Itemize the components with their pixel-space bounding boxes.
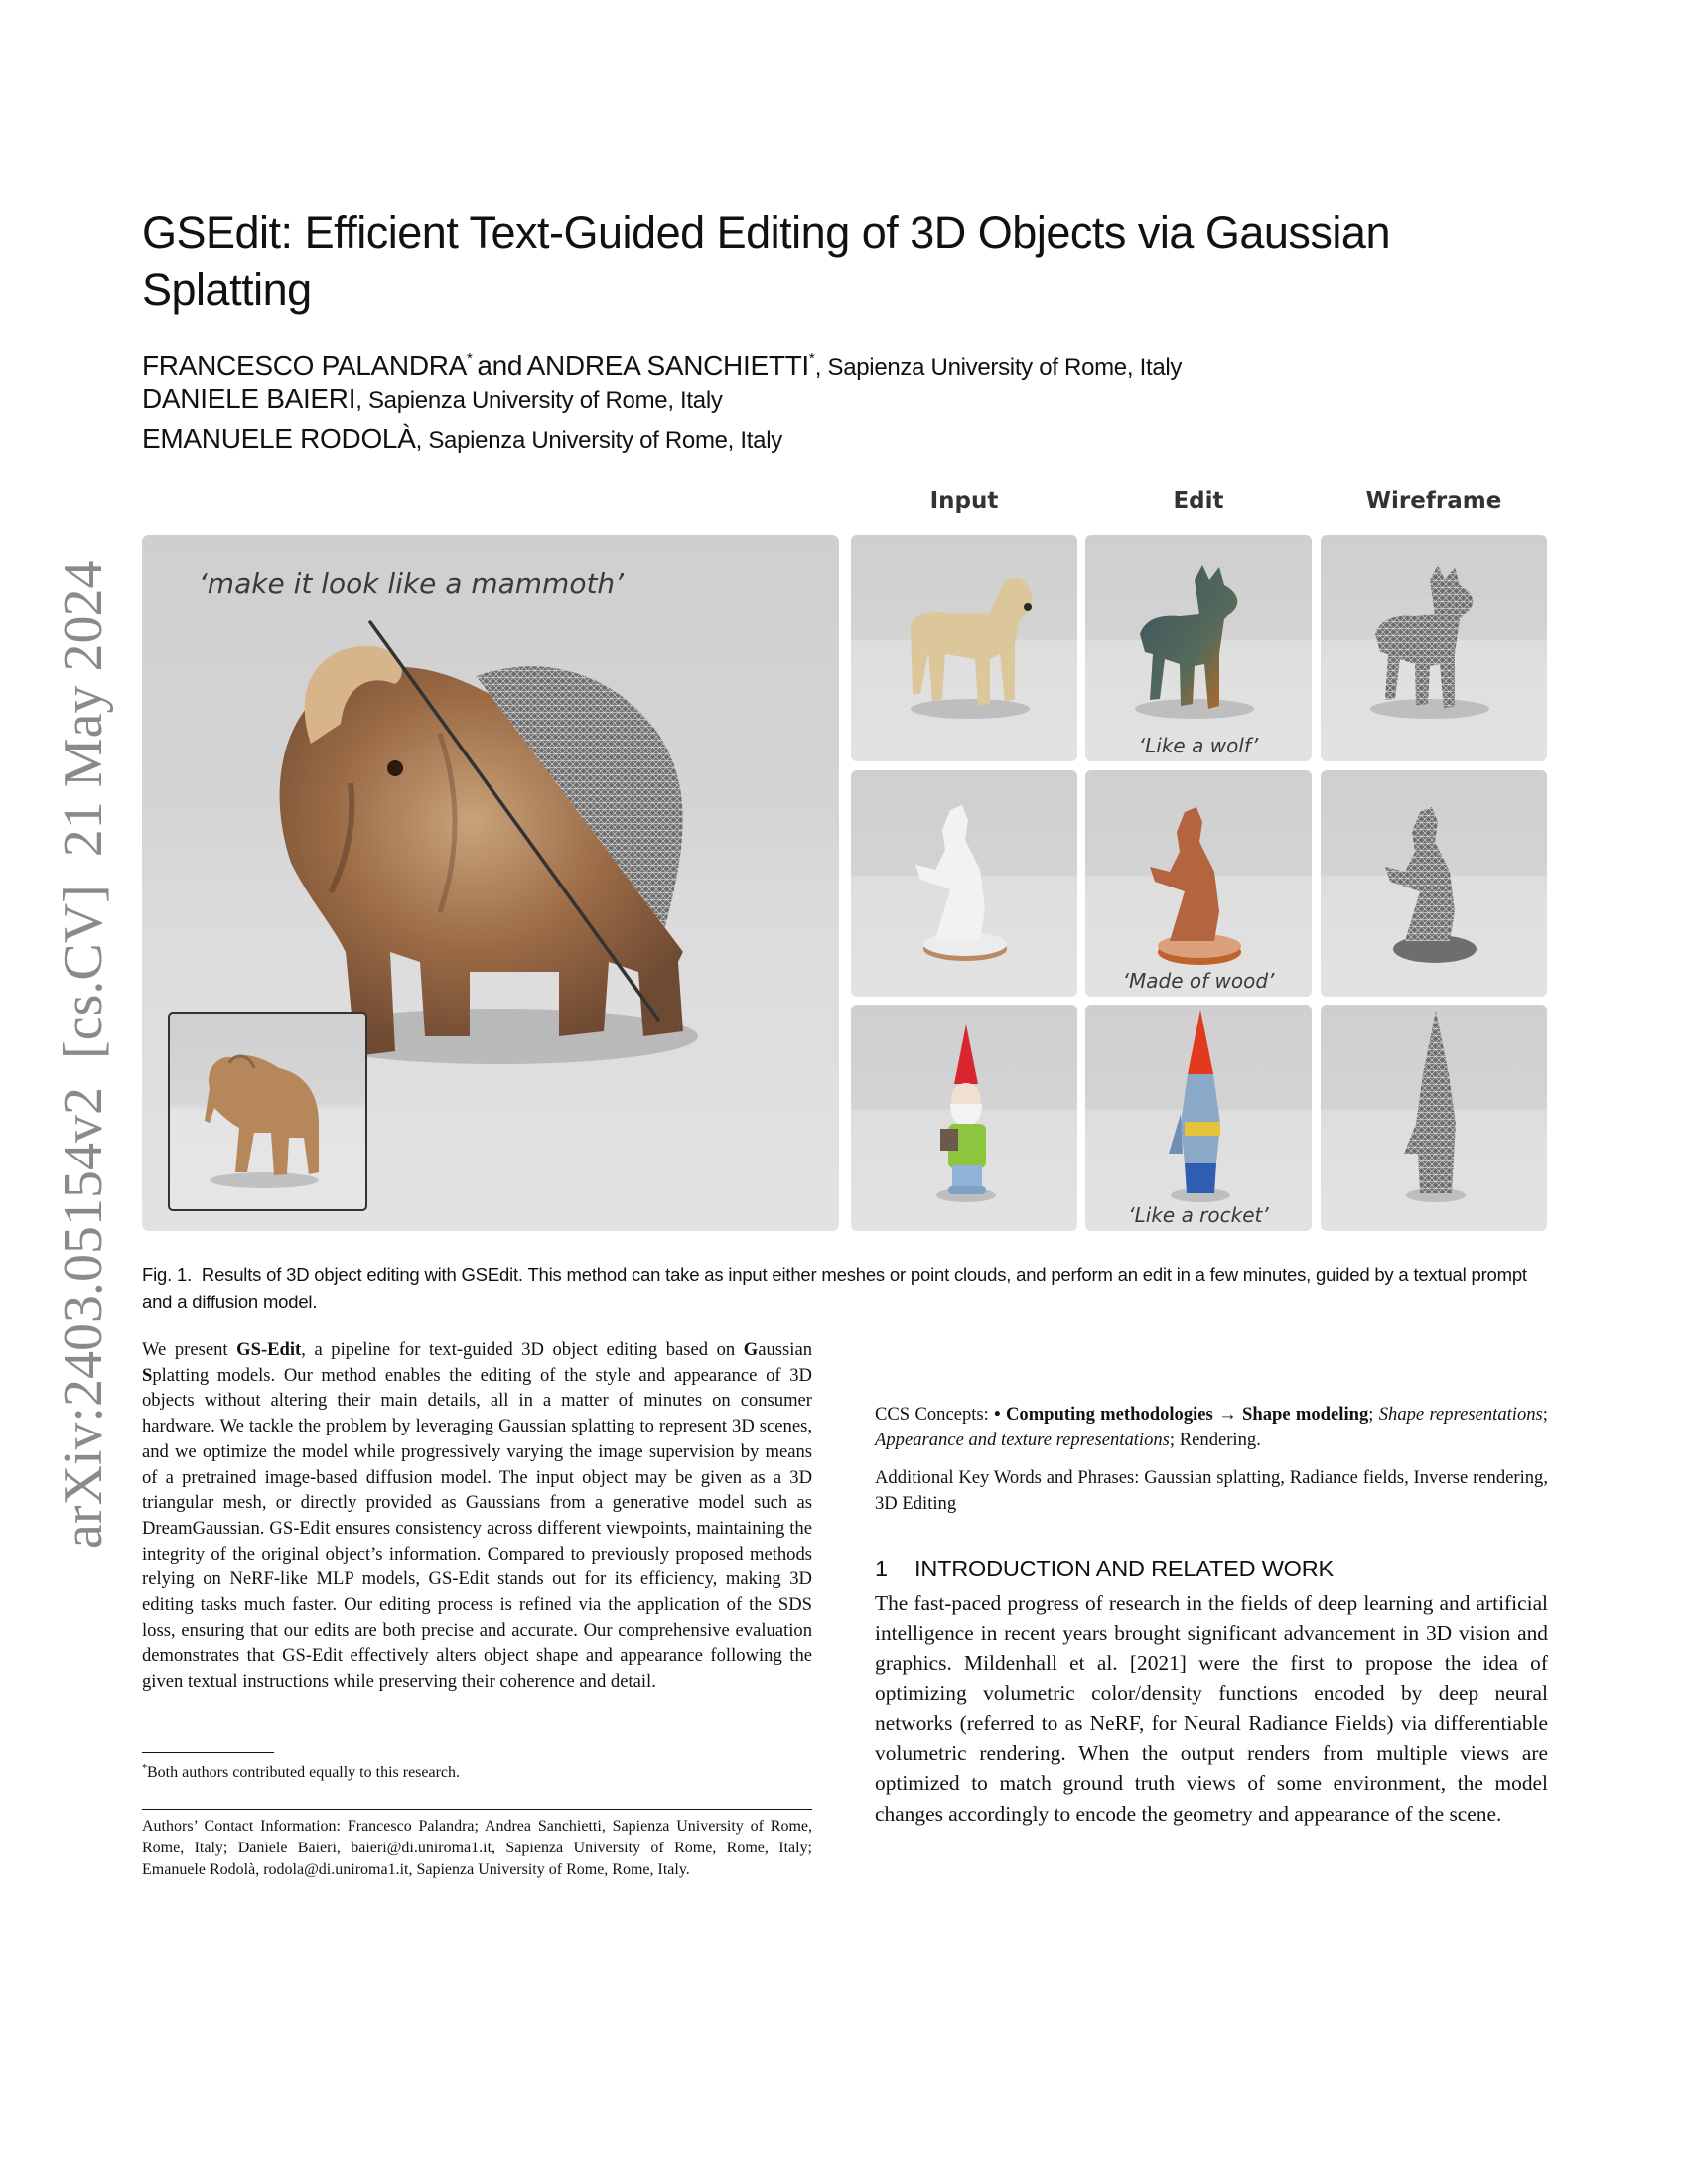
grid-cell-rocket-edit <box>1085 1005 1312 1231</box>
figure-caption-text: Results of 3D object editing with GSEdit. This method can take as input either meshes or point clouds, and perform an edit in a few minutes, guided by a textual prompt and a diffusion model. <box>142 1264 1527 1312</box>
arxiv-identifier-stamp: arXiv:2403.05154v2 [cs.CV] 21 May 2024 <box>53 560 114 1549</box>
grid-cell-gnome-input <box>851 1005 1077 1231</box>
ccs-concepts <box>875 1402 1548 1452</box>
author-affiliation: , Sapienza University of Rome, Italy <box>814 354 1183 381</box>
abstract-text: platting models. Our method enables the editing of the style and appearance of 3D objects without altering their main details, all in a matter of minutes on consumer hardware. We tackle the problem by leveraging Gaussian splatting to represent 3D scenes, and we optimize the model while progressively varying the image supervision by means of a pretrained image-based diffusion model. The input object may be given as a 3D triangular mesh, or directly provided as Gaussians from a generative model such as DreamGaussian. GS-Edit ensures consistency across different viewpoints, maintaining the integrity of the original object’s information. Compared to previously proposed methods relying on NeRF-like MLP models, GS-Edit stands out for its efficiency, making 3D editing tasks much faster. Our editing process is refined via the application of the SDS loss, ensuring that our edits are both precise and accurate. Our comprehensive evaluation demonstrates that GS-Edit effectively alters object shape and appearance following the given textual instructions while preserving their coherence and detail. <box>142 1364 812 1693</box>
abstract-continuation <box>875 1337 1548 1389</box>
author-name: FRANCESCO PALANDRA <box>142 350 468 381</box>
ccs-bullet: • <box>994 1404 1006 1425</box>
ccs-label: CCS Concepts: <box>875 1404 995 1425</box>
footnote-text: Both authors contributed equally to this research. <box>147 1764 461 1781</box>
author-affiliation: , Sapienza University of Rome, Italy <box>415 427 782 454</box>
introduction-paragraph: The fast-paced progress of research in the fields of deep learning and artificial intelligence in recent years brought significant advancement in 3D vision and graphics. Mildenhall et al. [2021] were the first to propose the idea of optimizing volumetric color/density functions encoded by deep neural networks (referred to as NeRF, for Neural Radiance Fields) via differentiable volumetric rendering. When the output renders from multiple views are optimized to match ground truth views of some environment, the model changes accordingly to encode the geometry and appearance of the scene. <box>875 1590 1548 1826</box>
column-header-edit: Edit <box>1173 488 1224 514</box>
wood-prompt: ‘Made of wood’ <box>1122 969 1275 993</box>
horse-wireframe-image <box>1321 770 1547 997</box>
wolf-prompt: ‘Like a wolf’ <box>1138 734 1259 757</box>
method-name: GS-Edit <box>236 1339 302 1360</box>
rocket-prompt: ‘Like a rocket’ <box>1128 1203 1269 1227</box>
horse-input-image <box>851 770 1077 997</box>
grid-cell-horse-input <box>851 770 1077 997</box>
ccs-category: Computing methodologies <box>1005 1404 1213 1425</box>
figure-label: Fig. 1. <box>142 1264 193 1285</box>
section-number: 1 <box>875 1555 888 1581</box>
author-name: EMANUELE RODOLÀ <box>142 423 416 454</box>
abstract-text: aussian <box>758 1339 812 1360</box>
original-elephant-inset <box>168 1012 367 1211</box>
abstract-text: , a pipeline for text-guided 3D object editing based on <box>301 1339 744 1360</box>
ccs-arrow: → <box>1212 1404 1243 1425</box>
mammoth-edit-panel <box>142 535 839 1231</box>
grid-cell-horse-wireframe <box>1321 770 1547 997</box>
original-elephant-image <box>170 1014 365 1209</box>
author-name: DANIELE BAIERI <box>142 383 356 414</box>
wolf-wireframe-image <box>1321 535 1547 761</box>
grid-cell-dog-input <box>851 535 1077 761</box>
rocket-edit-image <box>1085 1005 1312 1231</box>
grid-cell-rocket-wireframe <box>1321 1005 1547 1231</box>
figure-1 <box>142 482 1547 1233</box>
horse-edit-image <box>1085 770 1312 997</box>
ccs-term: Shape representations <box>1378 1404 1543 1425</box>
dog-input-image <box>851 535 1077 761</box>
grid-cell-wolf-wireframe <box>1321 535 1547 761</box>
author-contact-info: Authors’ Contact Information: Francesco Palandra; Andrea Sanchietti, Sapienza University of Rome, Rome, Italy; Daniele Baieri, baieri@di.uniroma1.it, Sapienza University of Rome, Rome, Italy; Emanuele Rodolà, rodola@di.uniroma1.it, Sapienza University of Rome, Rome, Italy. <box>142 1818 812 1878</box>
ccs-separator: ; <box>1368 1404 1379 1425</box>
section-title: INTRODUCTION AND RELATED WORK <box>914 1555 1335 1581</box>
contact-rule <box>142 1809 812 1810</box>
abstract-text: We present <box>142 1339 237 1360</box>
figure-caption <box>142 1261 1547 1316</box>
equal-contribution-footnote <box>142 1758 460 1784</box>
paper-title: GSEdit: Efficient Text-Guided Editing of 3D Objects via Gaussian Splatting <box>142 207 1390 315</box>
gnome-input-image <box>851 1005 1077 1231</box>
footnote-rule <box>142 1752 274 1753</box>
acronym-letter: G <box>743 1339 759 1360</box>
author-name: ANDREA SANCHIETTI <box>526 350 809 381</box>
rocket-wireframe-image <box>1321 1005 1547 1231</box>
wolf-edit-image <box>1085 535 1312 761</box>
ccs-subcategory: Shape modeling <box>1242 1404 1369 1425</box>
footnote-mark: * <box>142 1763 147 1774</box>
abstract-paragraph <box>142 1337 812 1750</box>
column-header-input: Input <box>929 488 999 514</box>
abstract-left-column <box>142 1337 812 1750</box>
author-joiner: and <box>477 350 523 381</box>
column-header-wireframe: Wireframe <box>1365 488 1502 514</box>
ccs-separator: ; <box>1542 1404 1548 1425</box>
section-heading <box>875 1557 1548 1582</box>
equal-contribution-mark: * <box>467 350 473 367</box>
keywords: Additional Key Words and Phrases: Gaussian splatting, Radiance fields, Inverse rendering, 3D Editing <box>875 1467 1548 1515</box>
ccs-term: Appearance and texture representations <box>875 1429 1170 1450</box>
grid-cell-wolf-edit <box>1085 535 1312 761</box>
acronym-letter: S <box>142 1364 153 1386</box>
author-affiliation: , Sapienza University of Rome, Italy <box>355 387 723 414</box>
right-column <box>875 1337 1548 1829</box>
author-line <box>142 379 1182 419</box>
equal-contribution-mark: * <box>808 350 815 367</box>
grid-cell-horse-edit <box>1085 770 1312 997</box>
ccs-term: ; Rendering. <box>1169 1429 1261 1450</box>
author-block <box>142 340 1182 459</box>
mammoth-prompt: ‘make it look like a mammoth’ <box>198 567 625 600</box>
author-line <box>142 340 1182 379</box>
author-line <box>142 419 1182 459</box>
